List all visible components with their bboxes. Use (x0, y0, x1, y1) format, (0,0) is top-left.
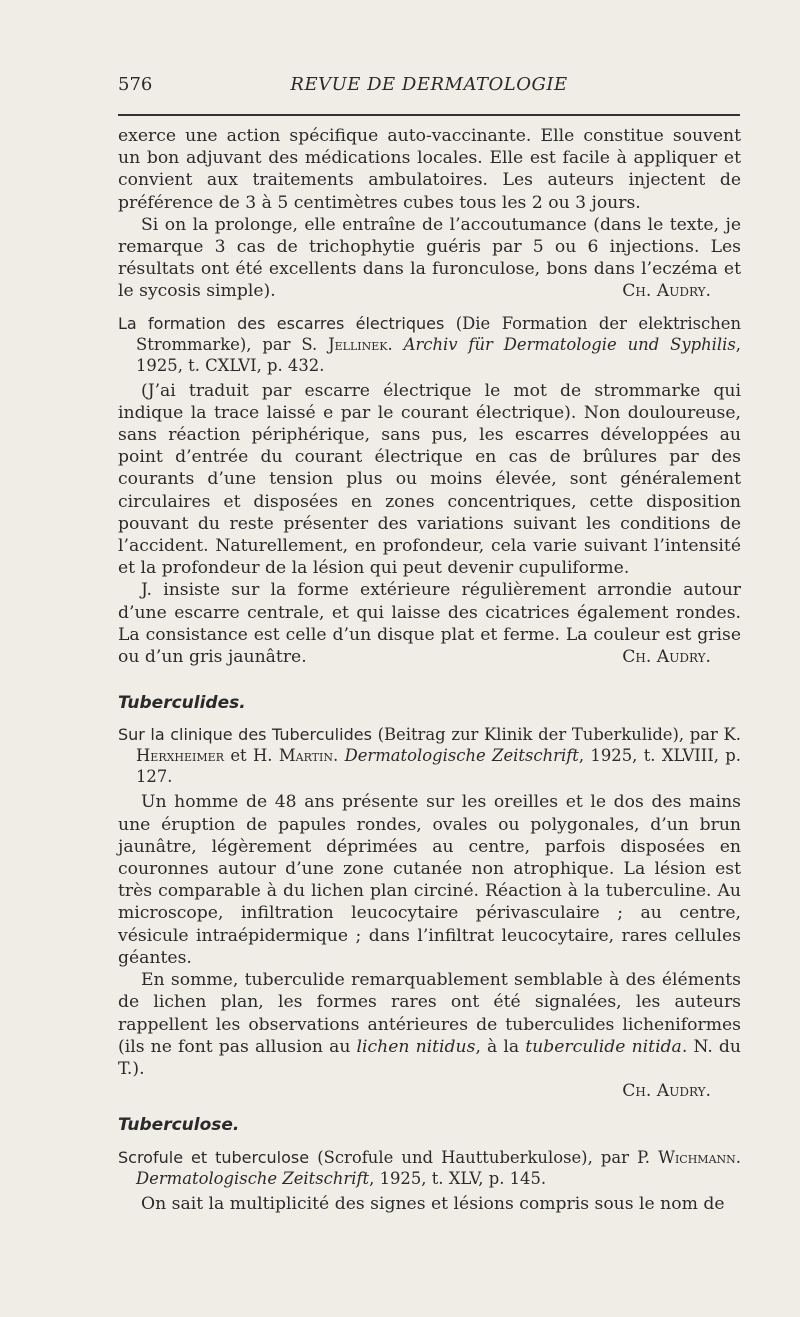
review-entry-heading: Scrofule et tuberculose (Scrofule und Hauttuberkulose), par P. Wichmann. Dermatologische Zeitschrift, 1925, t. XLV, p. 145. (118, 1147, 741, 1188)
journal-title: Archiv für Dermatologie und Syphilis (403, 334, 736, 354)
author: Jellinek (328, 334, 388, 354)
signature: Ch. Audry. (622, 1081, 711, 1102)
header-rule (118, 114, 740, 116)
section-heading: Tuberculides. (118, 693, 246, 714)
paragraph: Un homme de 48 ans présente sur les oreilles et le dos des mains une éruption de papules rondes, ovales ou polygonales, d’un brun jaunâtre, légèrement déprimées au centre, parfois disposées en couronnes autour d’une zone cutanée non atrophique. La lésion est très comparable à du lichen plan circiné. Réaction à la tuberculine. Au microscope, infiltration leucocytaire périvasculaire ; au centre, vésicule intraépidermique ; dans l’infiltrat leucocytaire, rares cellules géantes. (118, 792, 741, 968)
author: Martin (278, 746, 333, 766)
entry-title: Sur la clinique des Tuberculides (118, 725, 372, 745)
paragraph: exerce une action spécifique auto-vaccinante. Elle constitue souvent un bon adjuvant des médications locales. Elle est facile à appliquer et convient aux traitements ambulatoires. Les auteurs injectent de préférence de 3 à 5 centimètres cubes tous les 2 ou 3 jours. (118, 126, 741, 213)
article-body (118, 125, 741, 1215)
author: Wichmann (658, 1147, 736, 1167)
paragraph: Si on la prolonge, elle entraîne de l’accoutumance (dans le texte, je remarque 3 cas de trichophytie guéris par 5 ou 6 injections. Les résultats ont été excellents dans la furonculose, bons dans l’eczéma et le sycosis simple). Ch. Audry. (118, 214, 741, 302)
paragraph: J. insiste sur la forme extérieure régulièrement arrondie autour d’une escarre centrale, et qui laisse des cicatrices également rondes. La consistance est celle d’un disque plat et ferme. La couleur est grise ou d’un gris jaunâtre. Ch. Audry. (118, 580, 741, 668)
paragraph: En somme, tuberculide remarquablement semblable à des éléments de lichen plan, les formes rares ont été signalées, les auteurs rappellent les observations antérieures de tuberculides licheniformes (ils ne font pas allusion au lichen nitidus, à la tuberculide nitida. N. du T.). (118, 970, 741, 1079)
running-title: REVUE DE DERMATOLOGIE (290, 74, 568, 95)
page-header (118, 74, 740, 104)
page-number: 576 (118, 74, 153, 95)
signature: Ch. Audry. (622, 281, 711, 302)
author: Herxheimer (136, 746, 224, 766)
paragraph: (J’ai traduit par escarre électrique le mot de strommarke qui indique la trace laissé e par le courant électrique). Non douloureuse, sans réaction périphérique, sans pus, les escarres développées au point d’entrée du courant électrique en cas de brûlures par des courants d’une tension plus ou moins élevée, sont généralement circulaires et disposées en zones concentriques, cette disposition pouvant du reste présenter des variations suivant les conditions de l’accident. Naturellement, en profondeur, cela varie suivant l’intensité et la profondeur de la lésion qui peut devenir cupuliforme. (118, 380, 741, 579)
section-heading: Tuberculose. (118, 1115, 240, 1136)
journal-title: Dermatologische Zeitschrift (344, 746, 579, 766)
review-entry-heading: La formation des escarres électriques (Die Formation der elektrischen Strommarke), par S. Jellinek. Archiv für Dermatologie und Syphilis, 1925, t. CXLVI, p. 432. (118, 313, 742, 375)
signature: Ch. Audry. (622, 647, 711, 668)
entry-title: La formation des escarres électriques (118, 313, 445, 333)
journal-title: Dermatologische Zeitschrift (136, 1168, 370, 1188)
entry-title: Scrofule et tuberculose (118, 1147, 310, 1167)
paragraph: On sait la multiplicité des signes et lésions compris sous le nom de (141, 1193, 725, 1214)
review-entry-heading: Sur la clinique des Tuberculides (Beitrag zur Klinik der Tuberkulide), par K. Herxheimer et H. Martin. Dermatologische Zeitschrift, 1925, t. XLVIII, p. 127. (118, 725, 742, 787)
